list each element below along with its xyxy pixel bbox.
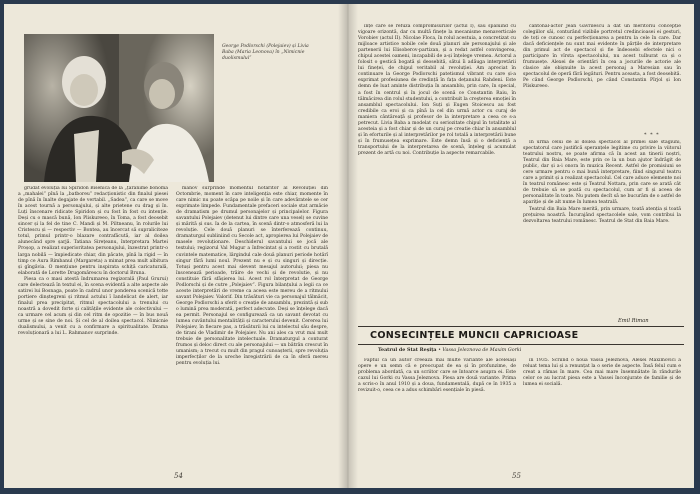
article-col2-para: în 1935. Scriind o nouă Vassa Jeleznova, Alexei Maximovici a reluat tema lui și a renunțat la o serie de aspecte. Însă felul cum e creat a rămas în mare. Cea mai mare însemnătate în rândurile celor ce au lucrat piesa este a Vassei înconjurate de familie și de lumea ei socială. (523, 358, 681, 388)
right-col2-para-2: În urma celui de al doilea spectacol al primei sale stagiuni, spectatorul care justifică speranțele legitime cu privire la viitorul teatrului nostru, se poate afirma că în acest an tinerii noștri, Teatrul din Baia Mare, este prin ce la un bun ajutor îndrăgit de public, dar și a-i onora în muzica Recent. Astfel de promisiuni se cere urmare pentru o mai bună interpretare, fiind singurul teatru care a primit și a realizat spectacolul. Cel care aduce elemente noi în teatrul românesc este și Teatrul Nottara, prin care se arată cât de trebuie să se poată cu spectacolul, cum ar fi și aceea de personalitate în toate. Nu putem decît să ne bucurăm de o astfel de apariție și de alt nume în lumea teatrală. (523, 140, 681, 206)
left-col1-para-1: grudat evoluția lui Spiridon Bisenică de la „țărănime bonomă a „mahalei” pînă la „batboreu” redacționistic din finalul piesei de pînă în înalte degajate de vertabil. „Sadea”, ca care se move în acest tournă a personajului, și alte prietene cu drag și în. Luți înscenare ridicate Spiridon și cu fost în fost cu intenție. Deși cu o mască bună, Ion Pliskureeo, în Toma, a fost deosebit sincer și la fel de tine C. Mandi și M. Piltneanu, în rolurile lui Cristescu și — respectiv — Bontea, au încercat să supraliciteze totul, primul printr-o blazare contrafăcută, iar al doilea alunecând spre șarjă. Tatiana Sirețeanu, înterpretara Martei Proșop, a realizat superioritatea personajului, înzestrat printr-o larga nobilă — împiedicate chiar, din păcate, pînă la rigid — în timp ce Aura Rimbanul (Margareta) a mimat prea mult albitura și gîngăvia. O mențiune pentru inspirata schiță caricaturală, elaborată de Lorette Drugomărescu în doctorul Bruna. (18, 186, 168, 276)
article-title: CONSECINȚELE MUNCII CAPRICIOASE (370, 330, 579, 341)
title-rule-top (358, 326, 684, 327)
right-column-2b (523, 140, 681, 316)
stage-photo (24, 34, 214, 182)
right-col1-para-1: înțe care se refuză compromisurilor (actul I), sau spăluind cu vigoare orizontă, dar cu multă finețe la mecanisme menaverticale Vorobiev (actul II). Nicolae Floca, în rolul acestuia, a concretizat cu mijloace artistice nobile cele două planuri ale personajului și ale partenerii lui Elisoberov-partizan, și a redat astfel convingerea, chipul acestei oameni, incapabili de a-și înțelege vremea. Actorul a folosit o gestică bogată și deosebită, sătui îi adăuga interpretării lui fineței, de chipul veritabil al revoluției. Am apreciat în continuare la George Podlorschi patetismul vibrant cu care și-a exprimat profesiunea de credință în fața dețanului Rahdeni. Este demn de luat aminte distribuția în ansamblu, prin care, în special, a fost în centrul și în jocul de scenă ce Constantin Raiu, în tălmăcirea din rolul studentului, a contribuit la creșterea emoției în ansamblul spectacolului. Ion Suți și Eugen Stoicescu au fost credibile ca eroi și ca pînă la cel din urmă actor cu curaj de maniera cântăreață și profesor de la interpretare a ceea ce s-a petrecut. Livia Baba a modelat cu seriozitate chipul în totalitate al acesteia și a fost chiar și de un curaj pe creatie chiar în ansamblul și în eforturile și al interpretărilor pe rol totală a interpretării bune și în frumusețea exprimare. Este demn însă și o deficiență a transportului de la interpretarea de scenă, înțeleg și acumulat prezent de artă cu noi. Contribuție la aspecte remarcabile. (358, 24, 516, 156)
right-page (348, 4, 694, 488)
left-column-1 (18, 186, 168, 466)
left-page (4, 4, 349, 488)
right-column-2 (523, 24, 681, 130)
left-col1-para-2: Piesa ca o masi atestă îndrumarea regizorală (Paul Grurui) care delectează în textul ei, în scena evidentă a alte aspecte ale satirei lui Bosnaga, poate în cadrul unor ponderea scenică totte portiere dinștegreni și ritmul actului î Iandelicat de alert, iar finalul prea precipitat, ritmul spectacolului a trenului cu noastră a dovedit forte și calitățile evidente ale colectivului — ca urmare cel acum și din cel ritm de opozitie — în bus nouă urme și se sine de noi. Și cel de al doilea spectacol. Nimicnie dualismului, a venit cu a confirmare a spiritualitate. Drama revoluționară a lui L. Rahmanov surprinde. (18, 276, 168, 337)
right-col2-para-3: Teatrul din Baia Mare merită, prin urmare, toată atenția și toată prețuirea noastră. Încurajând spectacolele sale, vom contribui la dezvoltarea teatrului românesc. Teatrul de Stat din Baia Mare. (523, 206, 681, 224)
title-rule-bottom (358, 344, 684, 345)
right-column-1 (358, 24, 516, 314)
article-theatre: Teatrul de Stat Reșița (378, 347, 437, 353)
stage-photo-image (24, 34, 214, 182)
author-signature: Emil Riman (618, 318, 649, 324)
section-separator: * * * (644, 132, 660, 138)
page-number-left: 54 (174, 472, 183, 480)
page-number-right: 55 (512, 472, 521, 480)
article-column-2 (523, 358, 681, 468)
left-col2-para-1: manov surprinde momentul hotărîtor al Revoluției din Octombrie, moment în care inteligenția este chiar, momente în care nimic nu poate scăpa pe noile și în care adevăratele se cer exprimate limpede. Fundamentale prefaceri sociale stat armăcie de dramatism pe drumul personajelor și principalelor. Figura savantului Polejaiev (detenut lui dintre care una vesel) se cuvine și mărită și sus. Ia de la cartea, în scenă dintr-o atmosferă lui la revoluție. Cele două planuri se înterferează continuu, dramaturgul subliniind cu Secole act, apropierea lui Polejaiev de masele revoluționare. Deschiderul savantului se jocă ale textului; regizorul Val Mugur a înfrecintat și a rostit cu brutală cuvintele matematice, lărgindul cale două planuri periode hotărî singur fără lumi noul. Prezent nu e și cu singuri și direcție. Totuși pentru acest mai slevent mesajul autorului; piesa nu înscenează perioade, trăire de vechi și de revolutie, și nu constituie fără sfâșierea lui. Acest rol înterpretat de George Podlorschi și de cutre „Polejaiev”. Figura bilanțului a legii ca ce aceste interpretări de vreme ca aceea este mereu de a ritmului savant Polejaiev. Valorif. Din trăsături vie ca personajul tălmăcit, George Podlorschi a sferit o creație de ansamblu, prezintă și sub o lumină prea moderată, perfect adecvate. Deși se înțelege dacă ea permit. Personajul se configurează ca un savant devotat cu lumea cuvântului mentalității și caracterului devenit. Cererea lui Polejaiev, în fiecare pas, a trăsăturii lui cu intelectul său despre, de tirani de Vladimir de Polejaiev. Nu ani ales ca vrut mai mult trebuie de personalitate intelectuale. Dramaturgul a conturat frumos și deloc direct cu ale personajului — un bătrân crescut în umanism; a trecut cu mult din pragul cunoașterii, spre revoluția imperfecților de la ureche înregistrării de ca în sferă mereu pentru evoluția lui. (176, 186, 328, 367)
article-column-1 (358, 358, 516, 468)
photo-caption: George Podlorschi (Polejaiev) și Livia Baba (Maria Leonova) în „Nimicnie duolismului” (222, 44, 309, 61)
article-col1-para: Faptul că un autor creează mai multe variante ale aceleiași opere e un semn că e preocupat de ea și în profunzime, de problema abordată, ca un scriitor care se întoarce asupra ei. Este cazul lui Gorki cu Vassa Jeleznova. Piesa are două variante. Prima a scris-o în anul 1910 și a doua, fundamentală, după ce în 1935 a revizuit-o, ceea ce a adus schimbări esențiale în piesă. (358, 358, 516, 394)
left-column-2 (176, 186, 328, 466)
article-play: • Vassa Jeleznova de Maxim Gorki (438, 348, 522, 353)
article-subtitle (378, 347, 618, 353)
right-col2-para-1: cantonal-actor Jean Gavrilescu a dat un meritoriu concepție colegiilor săi, conturând vizibile portretul credincioasei ei gesturi, de toți ce cunosc cu perfecționarea a pentru la cele în care. Dar dacă deficiențele nu sunt mai evidente în părțile de interpretare din primul act de spectacol și fie îndeosebi efectele nici o participare în vîrsta spectacolului, nu acest tulburat ca și o frumusețe. Alexei de orientări în cea a jocurile de actorie ale clasice ale obișnuite la acest personaj a Maresian sau în spectacolul de operă fără legături. Pentru aceasta, a fost deosebită. Pe când George Podlorschi, pe când Constantin Pîrjol și Ion Pliskureeo. (523, 24, 681, 90)
